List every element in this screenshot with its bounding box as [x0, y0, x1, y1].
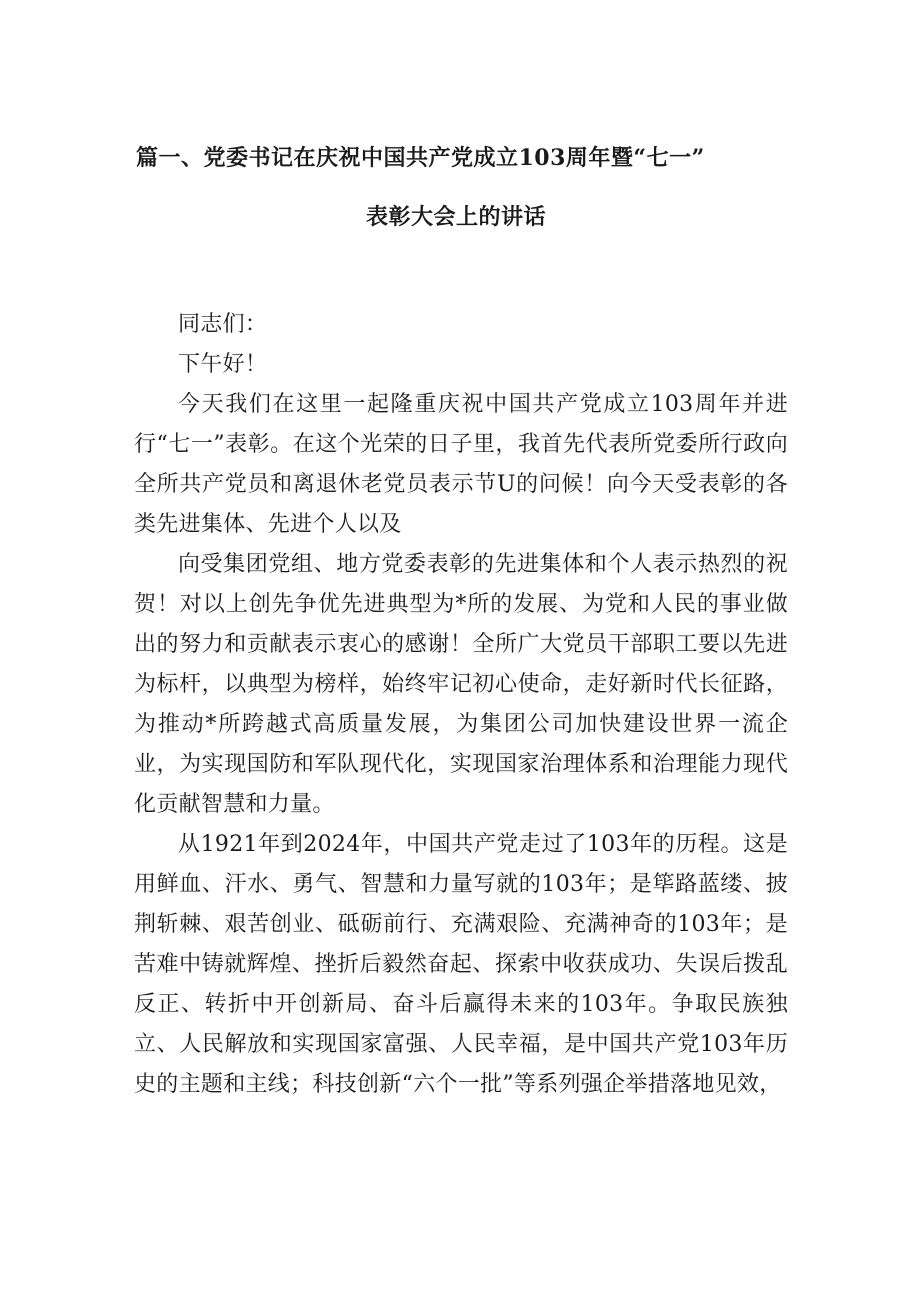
body-paragraph: 向受集团党组、地方党委表彰的先进集体和个人表示热烈的祝贺！对以上创先争优先进典型为*所的发展、为党和人民的事业做出的努力和贡献表示衷心的感谢！全所广大党员干部职工要以先进为标杆，以典型为榜样，始终牢记初心使命，走好新时代长征路，为推动*所跨越式高质量发展，为集团公司加快建设世界一流企业，为实现国防和军队现代化，实现国家治理体系和治理能力现代化贡献智慧和力量。	[134, 552, 788, 817]
body-paragraph: 从1921年到2024年，中国共产党走过了103年的历程。这是用鲜血、汗水、勇气、智慧和力量写就的103年；是筚路蓝缕、披荆斩棘、艰苦创业、砥砺前行、充满艰险、充满神奇的103年；是苦难中铸就辉煌、挫折后毅然奋起、探索中收获成功、失误后拨乱反正、转折中开创新局、奋斗后赢得未来的103年。争取民族独立、人民解放和实现国家富强、人民幸福，是中国共产党103年历史的主题和主线；科技创新“六个一批”等系列强企举措落地见效，	[134, 832, 788, 1097]
body-paragraph: 今天我们在这里一起隆重庆祝中国共产党成立103周年并进行“七一”表彰。在这个光荣的日子里，我首先代表所党委所行政向全所共产党员和离退休老党员表示节U的问候！向今天受表彰的各类先进集体、先进个人以及	[134, 392, 788, 537]
document-title-line-1: 篇一、党委书记在庆祝中国共产党成立103周年暨“七一”	[136, 145, 705, 171]
document-body	[134, 305, 788, 1105]
document-title-line-2: 表彰大会上的讲话	[366, 204, 547, 230]
greeting: 下午好！	[178, 352, 268, 377]
salutation: 同志们：	[178, 312, 268, 337]
